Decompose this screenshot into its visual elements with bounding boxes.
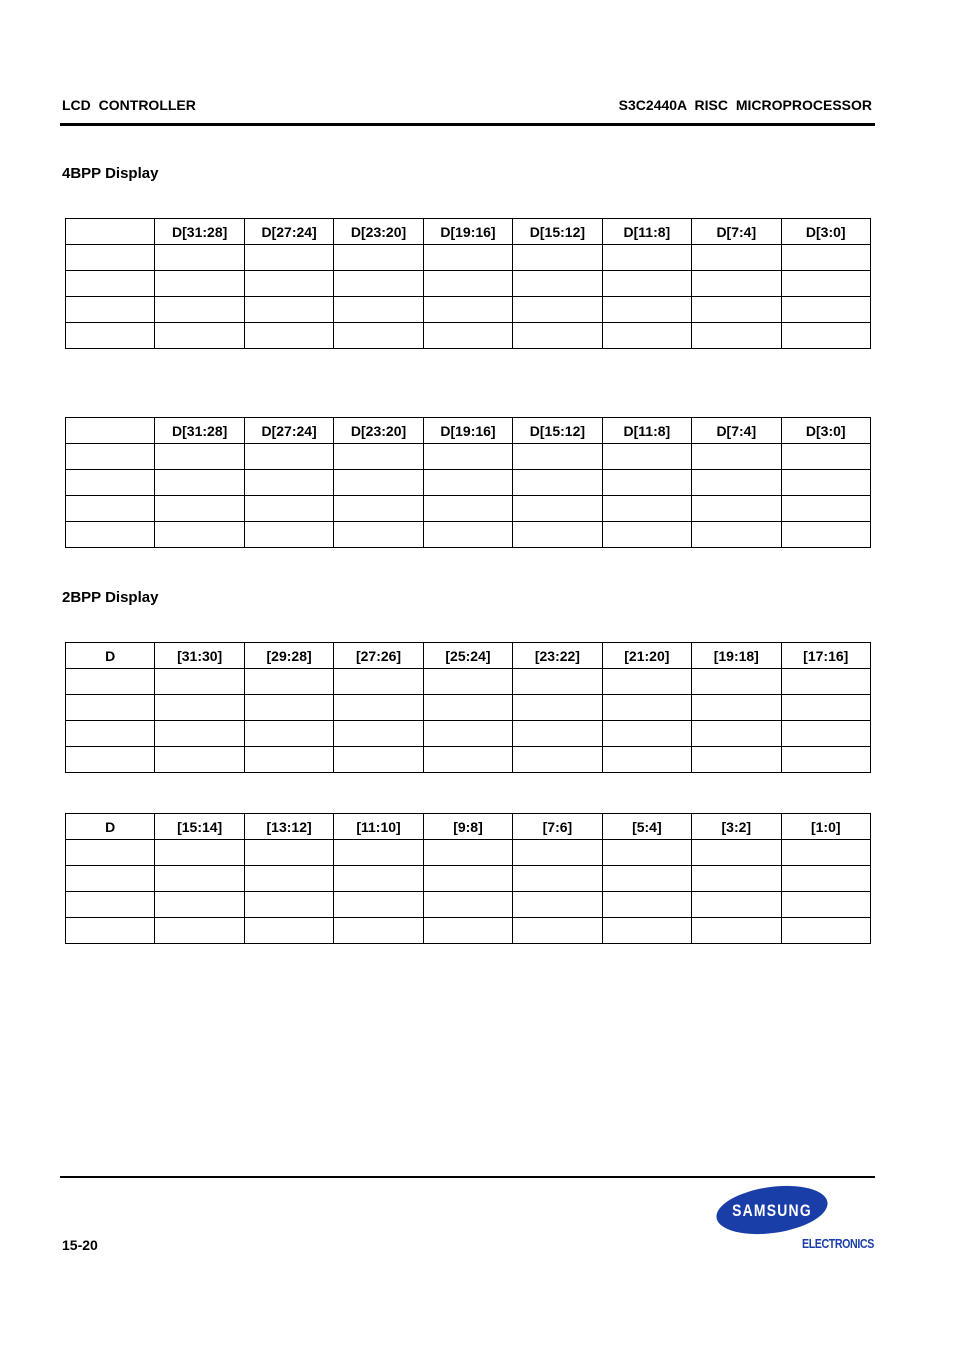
empty-cell: [244, 297, 333, 323]
empty-cell: [781, 721, 871, 747]
header-cell: [1:0]: [781, 814, 871, 840]
section-title-2bpp: 2BPP Display: [62, 589, 159, 606]
table-row: [66, 866, 871, 892]
header-section-title: LCD CONTROLLER: [62, 97, 196, 113]
empty-cell: [66, 892, 155, 918]
empty-cell: [513, 695, 602, 721]
empty-cell: [692, 470, 781, 496]
header-cell: D[3:0]: [781, 219, 871, 245]
empty-cell: [244, 669, 333, 695]
empty-cell: [781, 747, 871, 773]
table-row: [66, 323, 871, 349]
header-cell: [3:2]: [692, 814, 781, 840]
empty-cell: [513, 323, 602, 349]
empty-cell: [66, 496, 155, 522]
empty-cell: [244, 323, 333, 349]
table-row: [66, 522, 871, 548]
empty-cell: [602, 271, 691, 297]
empty-cell: [334, 470, 423, 496]
empty-cell: [423, 245, 512, 271]
empty-cell: [513, 918, 602, 944]
empty-cell: [692, 840, 781, 866]
section-title-4bpp: 4BPP Display: [62, 165, 159, 182]
empty-cell: [692, 444, 781, 470]
empty-cell: [513, 522, 602, 548]
header-cell: [15:14]: [155, 814, 244, 840]
header-cell: [5:4]: [602, 814, 691, 840]
header-cell: D[11:8]: [602, 219, 691, 245]
empty-cell: [692, 669, 781, 695]
empty-cell: [513, 470, 602, 496]
logo-subtext: ELECTRONICS: [802, 1236, 874, 1251]
empty-cell: [66, 669, 155, 695]
table-row: [66, 496, 871, 522]
empty-cell: [155, 747, 244, 773]
empty-cell: [692, 323, 781, 349]
empty-cell: [602, 669, 691, 695]
empty-cell: [781, 522, 871, 548]
bit-table-4bpp-1: [65, 218, 871, 349]
empty-cell: [155, 669, 244, 695]
header-cell: D[23:20]: [334, 418, 423, 444]
header-product-name: S3C2440A RISC MICROPROCESSOR: [618, 97, 872, 113]
empty-cell: [155, 918, 244, 944]
empty-cell: [66, 245, 155, 271]
table-row: [66, 470, 871, 496]
header-cell: [23:22]: [513, 643, 602, 669]
empty-cell: [602, 840, 691, 866]
empty-cell: [155, 470, 244, 496]
logo-wordmark: SAMSUNG: [732, 1201, 812, 1221]
empty-cell: [334, 522, 423, 548]
empty-cell: [602, 918, 691, 944]
empty-cell: [781, 271, 871, 297]
empty-cell: [155, 496, 244, 522]
empty-cell: [155, 297, 244, 323]
empty-cell: [513, 245, 602, 271]
empty-cell: [334, 695, 423, 721]
header-cell: D[11:8]: [602, 418, 691, 444]
empty-cell: [423, 840, 512, 866]
header-cell: D[31:28]: [155, 219, 244, 245]
empty-cell: [781, 892, 871, 918]
empty-cell: [602, 522, 691, 548]
empty-cell: [155, 522, 244, 548]
empty-cell: [513, 840, 602, 866]
empty-cell: [602, 323, 691, 349]
header-cell: D[27:24]: [244, 418, 333, 444]
table-row: [66, 840, 871, 866]
empty-cell: [692, 245, 781, 271]
empty-cell: [692, 721, 781, 747]
empty-cell: [602, 721, 691, 747]
empty-cell: [244, 918, 333, 944]
empty-cell: [423, 866, 512, 892]
empty-cell: [513, 496, 602, 522]
empty-cell: [781, 444, 871, 470]
empty-cell: [602, 470, 691, 496]
empty-cell: [66, 444, 155, 470]
empty-cell: [244, 695, 333, 721]
empty-cell: [513, 747, 602, 773]
header-cell: [27:26]: [334, 643, 423, 669]
empty-cell: [244, 271, 333, 297]
header-cell: [9:8]: [423, 814, 512, 840]
empty-cell: [66, 918, 155, 944]
empty-cell: [155, 866, 244, 892]
empty-cell: [513, 669, 602, 695]
header-cell: [21:20]: [602, 643, 691, 669]
empty-cell: [66, 866, 155, 892]
empty-cell: [781, 840, 871, 866]
header-cell: [66, 418, 155, 444]
empty-cell: [334, 496, 423, 522]
header-cell: D[31:28]: [155, 418, 244, 444]
empty-cell: [334, 271, 423, 297]
empty-cell: [781, 323, 871, 349]
empty-cell: [513, 444, 602, 470]
empty-cell: [692, 297, 781, 323]
header-cell: D[15:12]: [513, 418, 602, 444]
empty-cell: [244, 444, 333, 470]
empty-cell: [513, 866, 602, 892]
empty-cell: [423, 323, 512, 349]
empty-cell: [781, 297, 871, 323]
table-header-row: [66, 643, 871, 669]
table-row: [66, 918, 871, 944]
bit-table-2bpp-2: [65, 813, 871, 944]
header-cell: D[23:20]: [334, 219, 423, 245]
empty-cell: [66, 323, 155, 349]
empty-cell: [602, 695, 691, 721]
empty-cell: [244, 840, 333, 866]
header-cell: [7:6]: [513, 814, 602, 840]
empty-cell: [244, 892, 333, 918]
table-row: [66, 245, 871, 271]
empty-cell: [66, 695, 155, 721]
header-cell: [66, 219, 155, 245]
empty-cell: [423, 522, 512, 548]
empty-cell: [66, 271, 155, 297]
empty-cell: [602, 444, 691, 470]
empty-cell: [155, 721, 244, 747]
empty-cell: [155, 695, 244, 721]
empty-cell: [602, 245, 691, 271]
empty-cell: [423, 470, 512, 496]
empty-cell: [244, 245, 333, 271]
empty-cell: [602, 892, 691, 918]
empty-cell: [692, 892, 781, 918]
empty-cell: [423, 747, 512, 773]
empty-cell: [692, 271, 781, 297]
header-cell: [13:12]: [244, 814, 333, 840]
header-rule: [60, 123, 875, 126]
empty-cell: [334, 669, 423, 695]
empty-cell: [423, 496, 512, 522]
empty-cell: [66, 721, 155, 747]
empty-cell: [602, 496, 691, 522]
header-cell: [19:18]: [692, 643, 781, 669]
empty-cell: [334, 297, 423, 323]
empty-cell: [334, 444, 423, 470]
empty-cell: [334, 747, 423, 773]
empty-cell: [155, 444, 244, 470]
empty-cell: [513, 271, 602, 297]
empty-cell: [423, 444, 512, 470]
empty-cell: [423, 695, 512, 721]
header-cell: [25:24]: [423, 643, 512, 669]
samsung-logo-icon: [715, 1184, 829, 1236]
empty-cell: [244, 747, 333, 773]
header-cell: [31:30]: [155, 643, 244, 669]
empty-cell: [781, 866, 871, 892]
footer-rule: [60, 1176, 875, 1178]
empty-cell: [244, 721, 333, 747]
empty-cell: [334, 721, 423, 747]
table-header-row: [66, 219, 871, 245]
empty-cell: [334, 892, 423, 918]
header-cell: D[15:12]: [513, 219, 602, 245]
empty-cell: [155, 271, 244, 297]
empty-cell: [423, 892, 512, 918]
table-row: [66, 271, 871, 297]
table-header-row: [66, 418, 871, 444]
empty-cell: [244, 866, 333, 892]
empty-cell: [692, 747, 781, 773]
table-row: [66, 297, 871, 323]
header-cell: D[19:16]: [423, 219, 512, 245]
empty-cell: [513, 892, 602, 918]
empty-cell: [781, 695, 871, 721]
empty-cell: [244, 496, 333, 522]
header-cell: [29:28]: [244, 643, 333, 669]
table-row: [66, 747, 871, 773]
empty-cell: [423, 271, 512, 297]
empty-cell: [781, 470, 871, 496]
empty-cell: [244, 522, 333, 548]
empty-cell: [334, 840, 423, 866]
empty-cell: [423, 669, 512, 695]
empty-cell: [423, 918, 512, 944]
empty-cell: [781, 496, 871, 522]
empty-cell: [423, 721, 512, 747]
empty-cell: [66, 522, 155, 548]
empty-cell: [602, 747, 691, 773]
empty-cell: [692, 496, 781, 522]
header-cell: D[27:24]: [244, 219, 333, 245]
bit-table-2bpp-1: [65, 642, 871, 773]
empty-cell: [692, 522, 781, 548]
empty-cell: [66, 470, 155, 496]
empty-cell: [334, 866, 423, 892]
empty-cell: [602, 297, 691, 323]
empty-cell: [513, 721, 602, 747]
empty-cell: [781, 918, 871, 944]
empty-cell: [334, 245, 423, 271]
bit-table-4bpp-2: [65, 417, 871, 548]
empty-cell: [155, 245, 244, 271]
empty-cell: [423, 297, 512, 323]
empty-cell: [155, 840, 244, 866]
empty-cell: [692, 866, 781, 892]
empty-cell: [513, 297, 602, 323]
header-cell: D[7:4]: [692, 418, 781, 444]
table-row: [66, 721, 871, 747]
header-cell: D: [66, 814, 155, 840]
table-header-row: [66, 814, 871, 840]
empty-cell: [602, 866, 691, 892]
table-row: [66, 444, 871, 470]
empty-cell: [66, 747, 155, 773]
empty-cell: [66, 840, 155, 866]
table-row: [66, 695, 871, 721]
empty-cell: [66, 297, 155, 323]
empty-cell: [334, 323, 423, 349]
empty-cell: [781, 245, 871, 271]
header-cell: [17:16]: [781, 643, 871, 669]
empty-cell: [155, 892, 244, 918]
empty-cell: [692, 918, 781, 944]
empty-cell: [155, 323, 244, 349]
header-cell: D[19:16]: [423, 418, 512, 444]
empty-cell: [244, 470, 333, 496]
header-cell: D: [66, 643, 155, 669]
empty-cell: [692, 695, 781, 721]
table-row: [66, 892, 871, 918]
empty-cell: [334, 918, 423, 944]
table-row: [66, 669, 871, 695]
header-cell: D[7:4]: [692, 219, 781, 245]
header-cell: D[3:0]: [781, 418, 871, 444]
page-number: 15-20: [62, 1237, 98, 1253]
empty-cell: [781, 669, 871, 695]
header-cell: [11:10]: [334, 814, 423, 840]
